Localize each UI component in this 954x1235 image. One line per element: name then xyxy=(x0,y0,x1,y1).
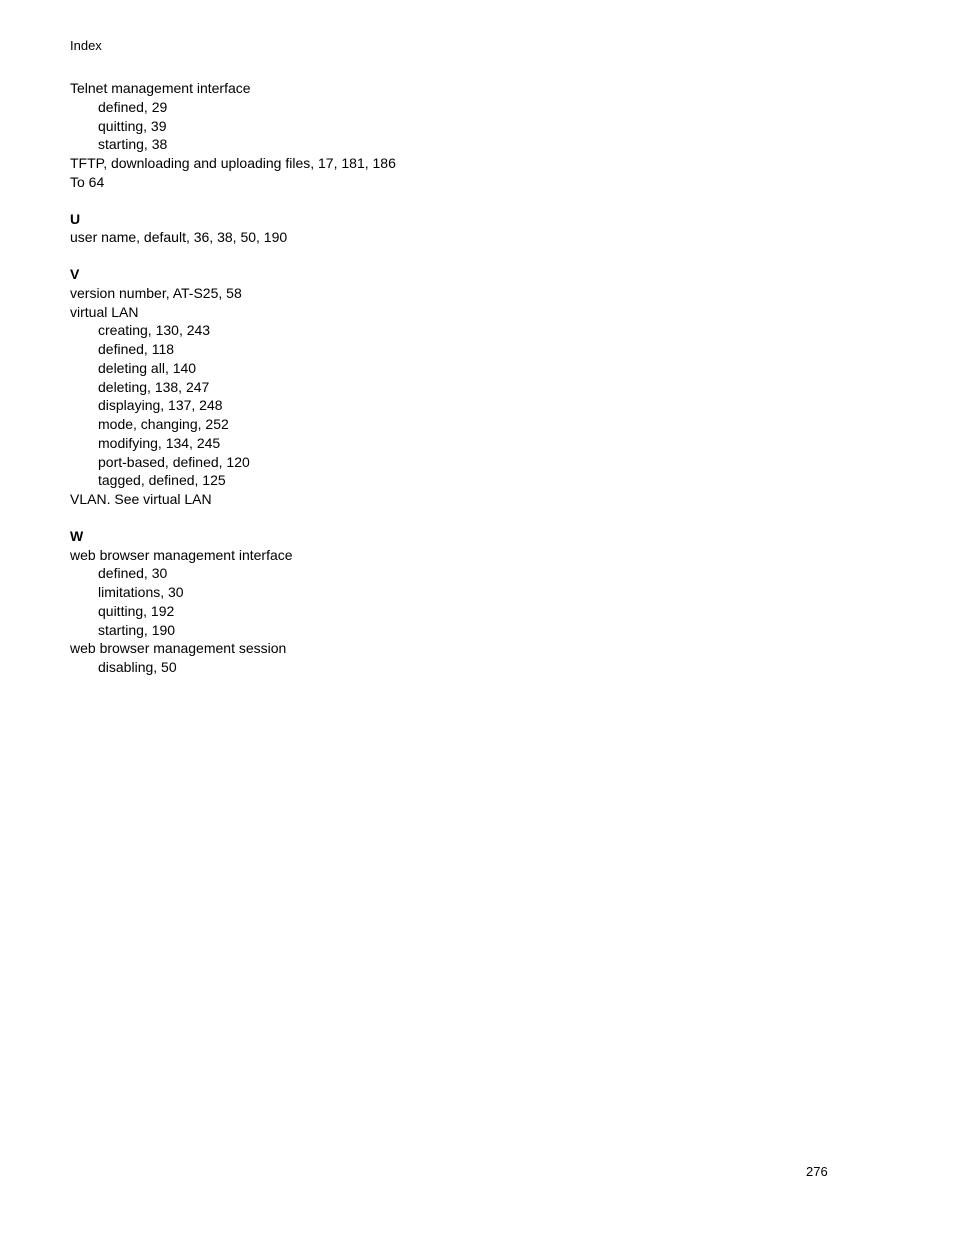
index-letter-heading: W xyxy=(70,527,84,544)
index-subentry: deleting, 138, 247 xyxy=(98,378,210,395)
index-group xyxy=(70,527,770,677)
index-subentry: quitting, 192 xyxy=(98,602,175,619)
index-entry: Telnet management interface xyxy=(70,80,251,96)
index-group xyxy=(70,210,770,248)
index-entry: web browser management session xyxy=(70,640,287,657)
index-letter-heading: V xyxy=(70,266,80,282)
index-entry: user name, default, 36, 38, 50, 190 xyxy=(70,229,288,246)
index-subentry: mode, changing, 252 xyxy=(98,416,229,432)
index-subentry: limitations, 30 xyxy=(98,584,184,600)
index-subentry: defined, 30 xyxy=(98,565,168,582)
index-subentry: deleting all, 140 xyxy=(98,359,197,376)
index-subentry: starting, 190 xyxy=(98,621,176,638)
page-number: 276 xyxy=(806,1164,828,1179)
index-subentry: port-based, defined, 120 xyxy=(98,453,250,470)
index-subentry: quitting, 39 xyxy=(98,117,167,134)
index-subentry: creating, 130, 243 xyxy=(98,322,211,339)
index-entry: VLAN. See virtual LAN xyxy=(70,491,212,507)
index-entry: To 64 xyxy=(70,173,105,190)
index-subentry: starting, 38 xyxy=(98,136,168,153)
index-subentry: modifying, 134, 245 xyxy=(98,434,221,451)
index-subentry: defined, 29 xyxy=(98,98,168,115)
index-entry: version number, AT-S25, 58 xyxy=(70,284,242,301)
index-list xyxy=(70,79,770,677)
index-entry: web browser management interface xyxy=(70,546,293,563)
index-entry: TFTP, downloading and uploading files, 17, 181, 186 xyxy=(70,155,396,171)
index-subentry: defined, 118 xyxy=(98,341,175,357)
index-subentry: disabling, 50 xyxy=(98,659,177,675)
index-entry: virtual LAN xyxy=(70,303,139,320)
running-header: Index xyxy=(70,38,102,53)
index-group xyxy=(70,265,770,509)
index-group xyxy=(70,79,770,192)
index-letter-heading: U xyxy=(70,210,81,227)
index-subentry: displaying, 137, 248 xyxy=(98,397,223,414)
index-subentry: tagged, defined, 125 xyxy=(98,472,226,489)
